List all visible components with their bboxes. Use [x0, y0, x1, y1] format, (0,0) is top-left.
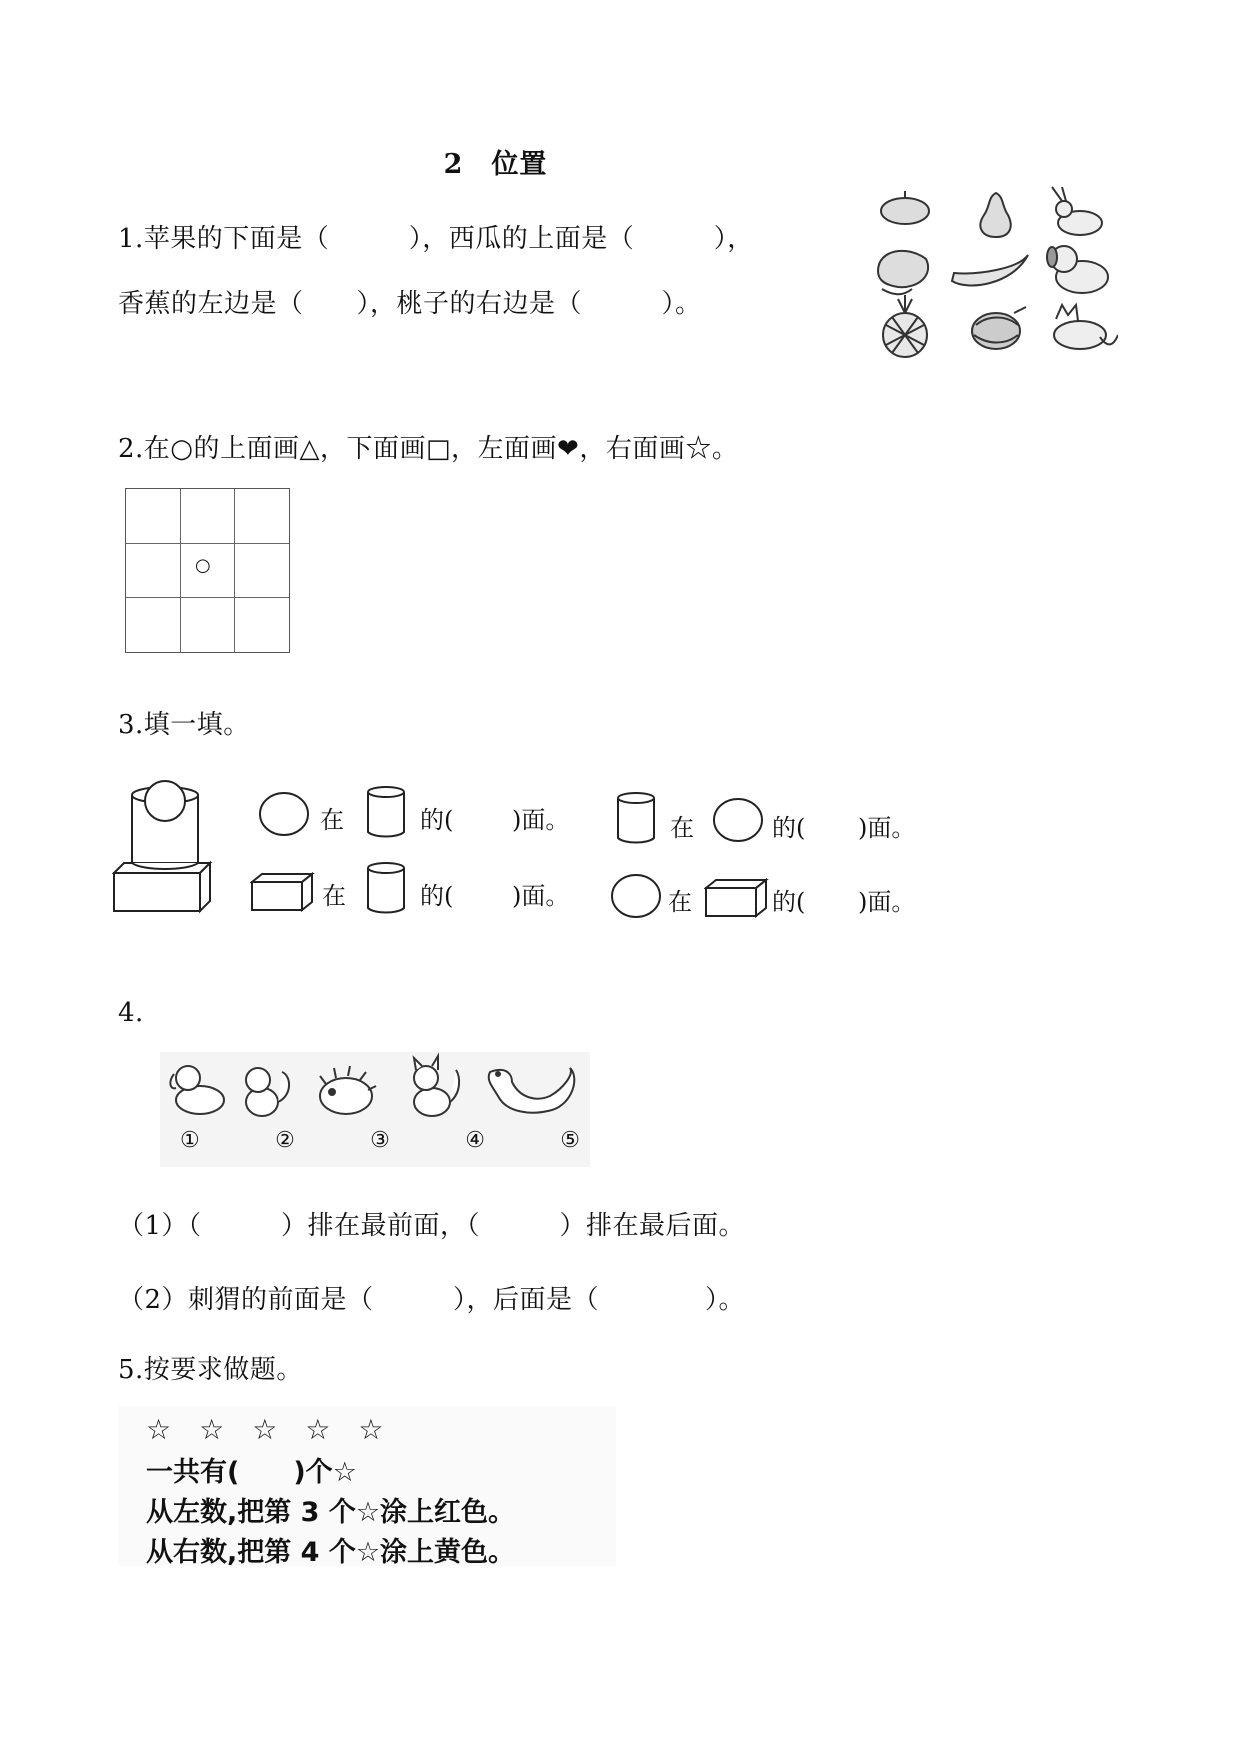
banana-icon: [952, 255, 1028, 285]
stacked-solids-image: [112, 775, 218, 915]
answer-grid[interactable]: [125, 488, 290, 653]
q5-stars: ☆ ☆ ☆ ☆ ☆: [146, 1413, 384, 1446]
cuboid-icon: [704, 876, 770, 920]
apple-icon: [881, 191, 929, 224]
q3-row2-right-c: )面。: [858, 888, 916, 916]
dog-icon: [170, 1066, 224, 1114]
q1-line2: 香蕉的左边是（ ），桃子的右边是（ ）。: [118, 289, 702, 319]
fox-icon: [1054, 305, 1118, 349]
peach-icon: [878, 251, 928, 294]
q3-row2-right-b: 的(: [772, 888, 806, 916]
q2-text: 2.在○的上面画△，下面画□，左面画❤，右面画☆。: [118, 434, 739, 464]
weasel-icon: [489, 1068, 575, 1113]
sphere-icon: [258, 790, 310, 838]
q4-text: 4.: [118, 998, 144, 1028]
animals-lineup-image: [160, 1052, 590, 1167]
cylinder-icon: [614, 790, 660, 846]
q3-row1-left-c: )面。: [512, 806, 570, 834]
q3-row1-right-a: 在: [670, 814, 694, 842]
cylinder-icon: [364, 860, 410, 916]
q1-line1: 1.苹果的下面是（ ），西瓜的上面是（ ），: [118, 224, 754, 254]
q3-row1-right-b: 的(: [772, 814, 806, 842]
animal-number-5: ⑤: [560, 1128, 580, 1153]
q3-row1-left-a: 在: [320, 806, 344, 834]
fox-icon: [414, 1056, 459, 1116]
fruit-animal-grid-image: [868, 185, 1118, 360]
q5-line2: 从左数,把第 3 个☆涂上红色。: [146, 1497, 516, 1528]
sphere-icon: [712, 796, 764, 844]
pineapple-icon: [883, 295, 927, 357]
q3-text: 3.填一填。: [118, 710, 250, 740]
animal-number-1: ①: [180, 1128, 200, 1153]
sphere-icon: [610, 872, 662, 920]
q3-row1-right-c: )面。: [858, 814, 916, 842]
animal-number-4: ④: [465, 1128, 485, 1153]
q5-line1: 一共有( )个☆: [146, 1457, 357, 1488]
puppy-icon: [1047, 246, 1108, 293]
page-title: 2 位置: [443, 149, 548, 180]
rabbit-icon: [1052, 187, 1102, 235]
cylinder-icon: [364, 784, 410, 840]
q5-image: [118, 1406, 616, 1566]
cuboid-icon: [250, 870, 316, 914]
animal-number-3: ③: [370, 1128, 390, 1153]
q3-row1-left-b: 的(: [420, 806, 454, 834]
grid-center-circle: ○: [195, 555, 211, 576]
q5-text: 5.按要求做题。: [118, 1355, 303, 1385]
animal-number-2: ②: [275, 1128, 295, 1153]
monkey-icon: [246, 1068, 289, 1116]
q4-sub1: （1）（ ）排在最前面，（ ）排在最后面。: [118, 1211, 746, 1241]
hedgehog-icon: [320, 1066, 376, 1114]
q3-row2-left-b: 的(: [420, 882, 454, 910]
q3-row2-left-c: )面。: [512, 882, 570, 910]
pear-icon: [980, 193, 1010, 237]
q4-sub2: （2）刺猬的前面是（ ），后面是（ ）。: [118, 1285, 746, 1315]
q5-line3: 从右数,把第 4 个☆涂上黄色。: [146, 1537, 516, 1568]
q3-row2-right-a: 在: [668, 888, 692, 916]
q3-row2-left-a: 在: [322, 882, 346, 910]
watermelon-icon: [972, 307, 1026, 349]
